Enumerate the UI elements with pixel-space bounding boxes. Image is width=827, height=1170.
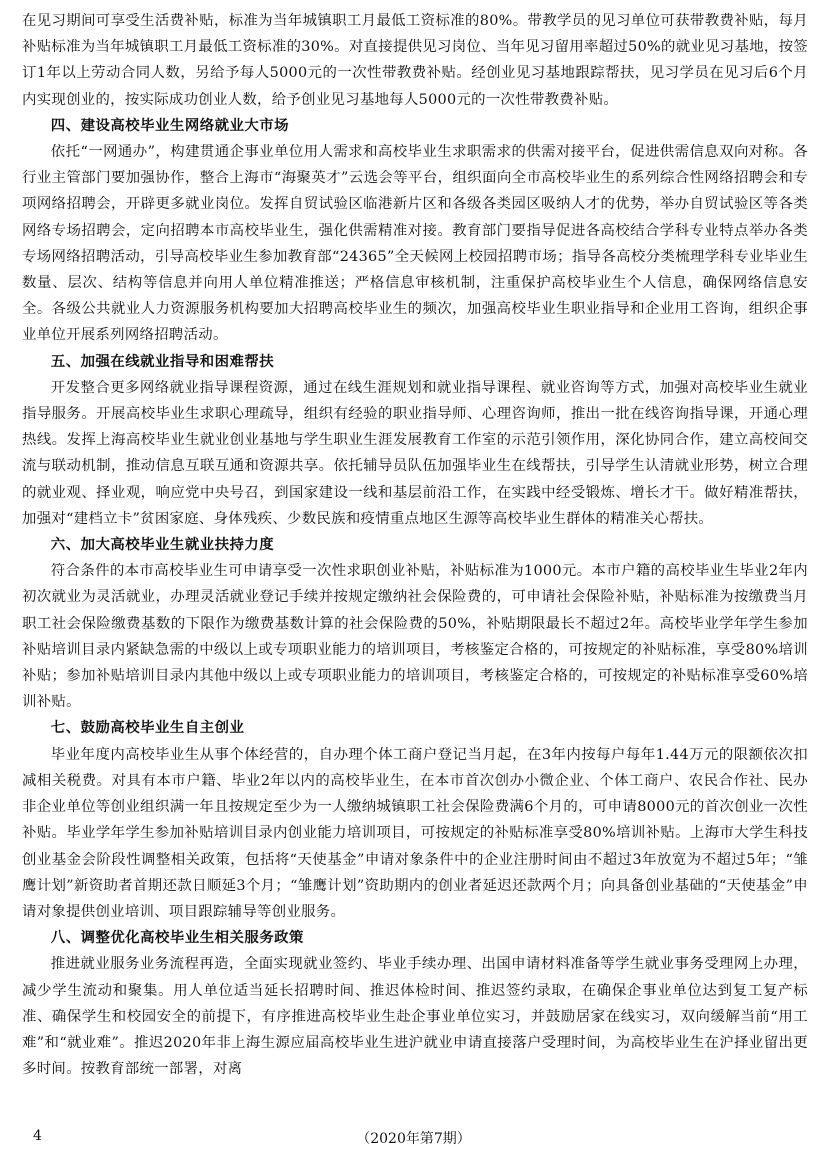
section-8-paragraph: 推进就业服务业务流程再造，全面实现就业签约、毕业手续办理、出国申请材料准备等学生就业事务受理网上办理，减少学生流动和聚集。用人单位适当延长招聘时间、推迟体检时间、推迟签约录取，在确保企事业单位达到复工复产标准、确保学生和校园安全的前提下，有序推进高校毕业生赴企事业单位实习，并鼓励居家在线实习，双向缓解当前“用工难”和“就业难”。推迟2020年非上海生源应届高校毕业生进沪就业申请直接落户受理时间，为高校毕业生在沪择业留出更多时间。按教育部统一部署，对离: [22, 956, 808, 1078]
page-number: 4: [33, 1128, 42, 1144]
section-7-heading: 七、鼓励高校毕业生自主创业: [50, 720, 245, 737]
section-4-heading: 四、建设高校毕业生网络就业大市场: [50, 117, 290, 134]
section-8-heading: 八、调整优化高校毕业生相关服务政策: [50, 930, 304, 947]
section-6-heading: 六、加大高校毕业生就业扶持力度: [50, 537, 275, 554]
document-body: [22, 8, 808, 1082]
opening-paragraph: 在见习期间可享受生活费补贴，标准为当年城镇职工月最低工资标准的80%。带教学员的见习单位可获带教费补贴，每月补贴标准为当年城镇职工月最低工资标准的30%。对直接提供见习岗位、当年见习留用率超过50%的就业见习基地，按签订1年以上劳动合同人数，另给予每人5000元的一次性带教费补贴。经创业见习基地跟踪帮扶，见习学员在见习后6个月内实现创业的，按实际成功创业人数，给予创业见习基地每人5000元的一次性带教费补贴。: [22, 13, 808, 108]
section-6-paragraph: 符合条件的本市高校毕业生可申请享受一次性求职创业补贴，补贴标准为1000元。本市户籍的高校毕业生毕业2年内初次就业为灵活就业，办理灵活就业登记手续并按规定缴纳社会保险费的，可申请社会保险补贴，补贴标准为按缴费当月职工社会保险缴费基数的下限作为缴费基数计算的社会保险费的50%，补贴期限最长不超过2年。高校毕业学年学生参加补贴培训目录内紧缺急需的中级以上或专项职业能力的培训项目，考核鉴定合格的，可按规定的补贴标准，享受80%培训补贴；参加补贴培训目录内其他中级以上或专项职业能力的培训项目，考核鉴定合格的，可按规定的补贴标准享受60%培训补贴。: [22, 563, 808, 711]
section-4-paragraph: 依托“一网通办”，构建贯通企事业单位用人需求和高校毕业生求职需求的供需对接平台，促进供需信息双向对称。各行业主管部门要加强协作，整合上海市“海聚英才”云选会等平台，组织面向全市高校毕业生的系列综合性网络招聘会和专项网络招聘会，开辟更多就业岗位。发挥自贸试验区临港新片区和各级各类园区吸纳人才的优势，举办自贸试验区等各类网络专场招聘会，定向招聘本市高校毕业生，强化供需精准对接。教育部门要指导促进各高校结合学科专业特点举办各类专场网络招聘活动，引导高校毕业生参加教育部“24365”全天候网上校园招聘市场；指导各高校分类梳理学科专业毕业生数量、层次、结构等信息并向用人单位精准推送；严格信息审核机制，注重保护高校毕业生个人信息，确保网络信息安全。各级公共就业人力资源服务机构要加大招聘高校毕业生的频次，加强高校毕业生职业指导和企业用工咨询，组织企事业单位开展系列网络招聘活动。: [22, 144, 808, 344]
issue-label: （2020年第7期）: [356, 1131, 471, 1147]
section-5-heading: 五、加强在线就业指导和困难帮扶: [50, 353, 275, 370]
page-footer: [0, 1128, 827, 1152]
section-5-paragraph: 开发整合更多网络就业指导课程资源，通过在线生涯规划和就业指导课程、就业咨询等方式，加强对高校毕业生就业指导服务。开展高校毕业生求职心理疏导，组织有经验的职业指导师、心理咨询师，推出一批在线咨询指导课，开通心理热线。发挥上海高校毕业生就业创业基地与学生职业生涯发展教育工作室的示范引领作用，深化协同合作，建立高校间交流与联动机制，推动信息互联互通和资源共享。依托辅导员队伍加强毕业生在线帮扶，引导学生认清就业形势，树立合理的就业观、择业观，响应党中央号召，到国家建设一线和基层前沿工作，在实践中经受锻炼、增长才干。做好精准帮扶，加强对“建档立卡”贫困家庭、身体残疾、少数民族和疫情重点地区生源等高校毕业生群体的精准关心帮扶。: [22, 379, 808, 527]
section-7-paragraph: 毕业年度内高校毕业生从事个体经营的，自办理个体工商户登记当月起，在3年内按每户每年1.44万元的限额依次扣减相关税费。对具有本市户籍、毕业2年以内的高校毕业生，在本市首次创办小微企业、个体工商户、农民合作社、民办非企业单位等创业组织满一年且按规定至少为一人缴纳城镇职工社会保险费满6个月的，可申请8000元的首次创业一次性补贴。毕业学年学生参加补贴培训目录内创业能力培训项目，可按规定的补贴标准享受80%培训补贴。上海市大学生科技创业基金会阶段性调整相关政策，包括将“天使基金”申请对象条件中的企业注册时间由不超过3年放宽为不超过5年；“雏鹰计划”新资助者首期还款日顺延3个月；“雏鹰计划”资助期内的创业者延迟还款两个月；向具备创业基础的“天使基金”申请对象提供创业培训、项目跟踪辅导等创业服务。: [22, 746, 808, 920]
